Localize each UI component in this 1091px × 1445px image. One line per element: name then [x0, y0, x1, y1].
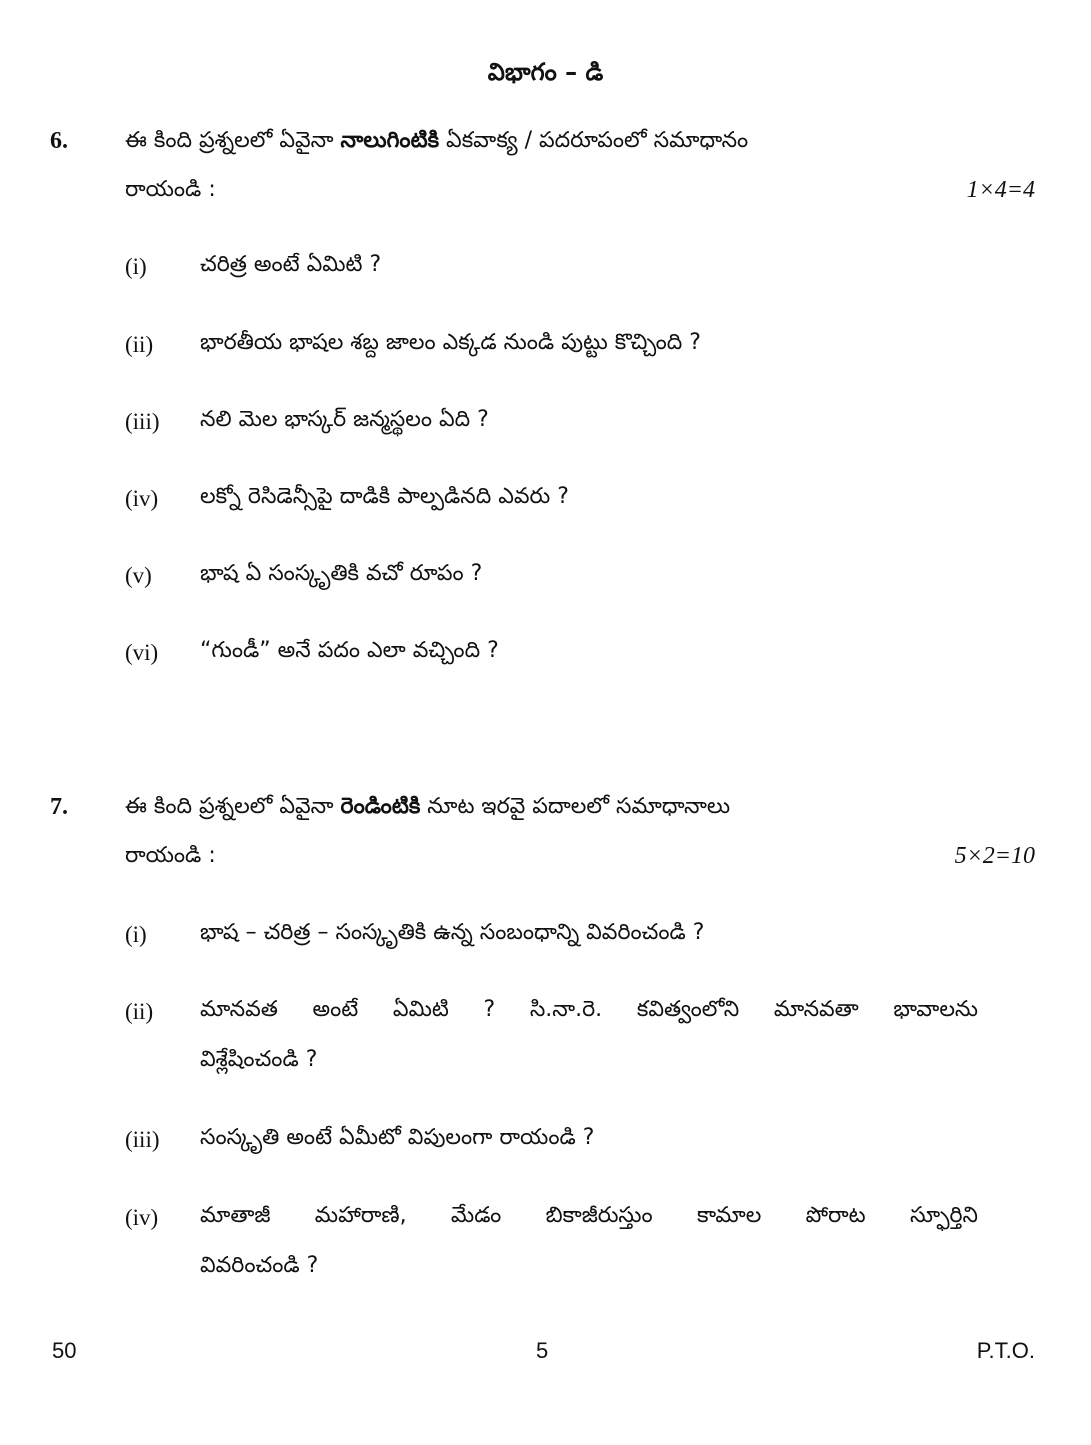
footer-page-number: 5 — [536, 1338, 549, 1363]
q7-item-4-label: (iv) — [125, 1205, 159, 1230]
footer-code: 50 — [52, 1338, 77, 1363]
question-6-instruction-bold: నాలుగింటికి — [340, 128, 440, 153]
question-6-instruction-line2: రాయండి : — [125, 177, 216, 202]
question-6-instruction-post: ఏకవాక్య / పదరూపంలో సమాధానం — [439, 128, 749, 153]
question-6-instruction-pre: ఈ కింది ప్రశ్నలలో ఏవైనా — [125, 128, 341, 153]
q6-item-2-text: భారతీయ భాషల శబ్ద జాలం ఎక్కడ నుండి పుట్టు కొచ్చింది ? — [200, 330, 701, 355]
q6-item-4-label: (iv) — [125, 486, 159, 511]
question-7-number: 7. — [50, 794, 68, 820]
question-7-instruction-bold: రెండింటికి — [340, 794, 421, 819]
question-6-instruction — [125, 128, 748, 158]
q6-item-3-text: నలి మెల భాస్కర్ జన్మస్థలం ఏది ? — [200, 407, 489, 432]
q6-item-2-label: (ii) — [125, 332, 154, 357]
q7-item-3-label: (iii) — [125, 1127, 160, 1152]
footer-pto: P.T.O. — [976, 1338, 1035, 1363]
q6-item-1-text: చరిత్ర అంటే ఏమిటి ? — [200, 252, 382, 277]
q7-item-2-text: మానవత అంటే ఏమిటి ? సి.నా.రె. కవిత్వంలోని మానవతా భావాలను — [200, 997, 978, 1022]
q6-item-5-label: (v) — [125, 563, 152, 588]
question-7-instruction-post: నూట ఇరవై పదాలలో సమాధానాలు — [420, 794, 731, 819]
q6-item-4-text: లక్నో రెసిడెన్సీపై దాడికి పాల్పడినది ఎవరు ? — [200, 484, 569, 509]
q7-item-3-text: సంస్కృతి అంటే ఏమీటో విపులంగా రాయండి ? — [200, 1125, 595, 1150]
question-7-instruction-pre: ఈ కింది ప్రశ్నలలో ఏవైనా — [125, 794, 341, 819]
q7-item-1-text: భాష – చరిత్ర – సంస్కృతికి ఉన్న సంబంధాన్ని వివరించండి ? — [200, 920, 705, 945]
q7-item-2-text-line2: విశ్లేషించండి ? — [200, 1047, 318, 1072]
question-7-marks: 5×2=10 — [954, 843, 1035, 869]
q6-item-5-text: భాష ఏ సంస్కృతికి వచో రూపం ? — [200, 561, 483, 586]
q7-item-4-text: మాతాజీ మహారాణి, మేడం బికాజీరుస్తుం కామాల పోరాట స్ఫూర్తిని — [200, 1203, 978, 1228]
q6-item-6-label: (vi) — [125, 640, 159, 665]
section-title: విభాగం – డి — [487, 58, 604, 86]
question-6-marks: 1×4=4 — [966, 177, 1035, 203]
q7-item-1-label: (i) — [125, 922, 147, 947]
q7-item-2-label: (ii) — [125, 999, 154, 1024]
q7-item-4-text-line2: వివరించండి ? — [200, 1253, 319, 1278]
q6-item-1-label: (i) — [125, 254, 147, 279]
question-7-instruction — [125, 794, 730, 824]
question-6-number: 6. — [50, 128, 68, 154]
q6-item-6-text: “గుండీ” అనే పదం ఎలా వచ్చింది ? — [200, 638, 499, 663]
question-7-instruction-line2: రాయండి : — [125, 843, 216, 868]
q6-item-3-label: (iii) — [125, 409, 160, 434]
